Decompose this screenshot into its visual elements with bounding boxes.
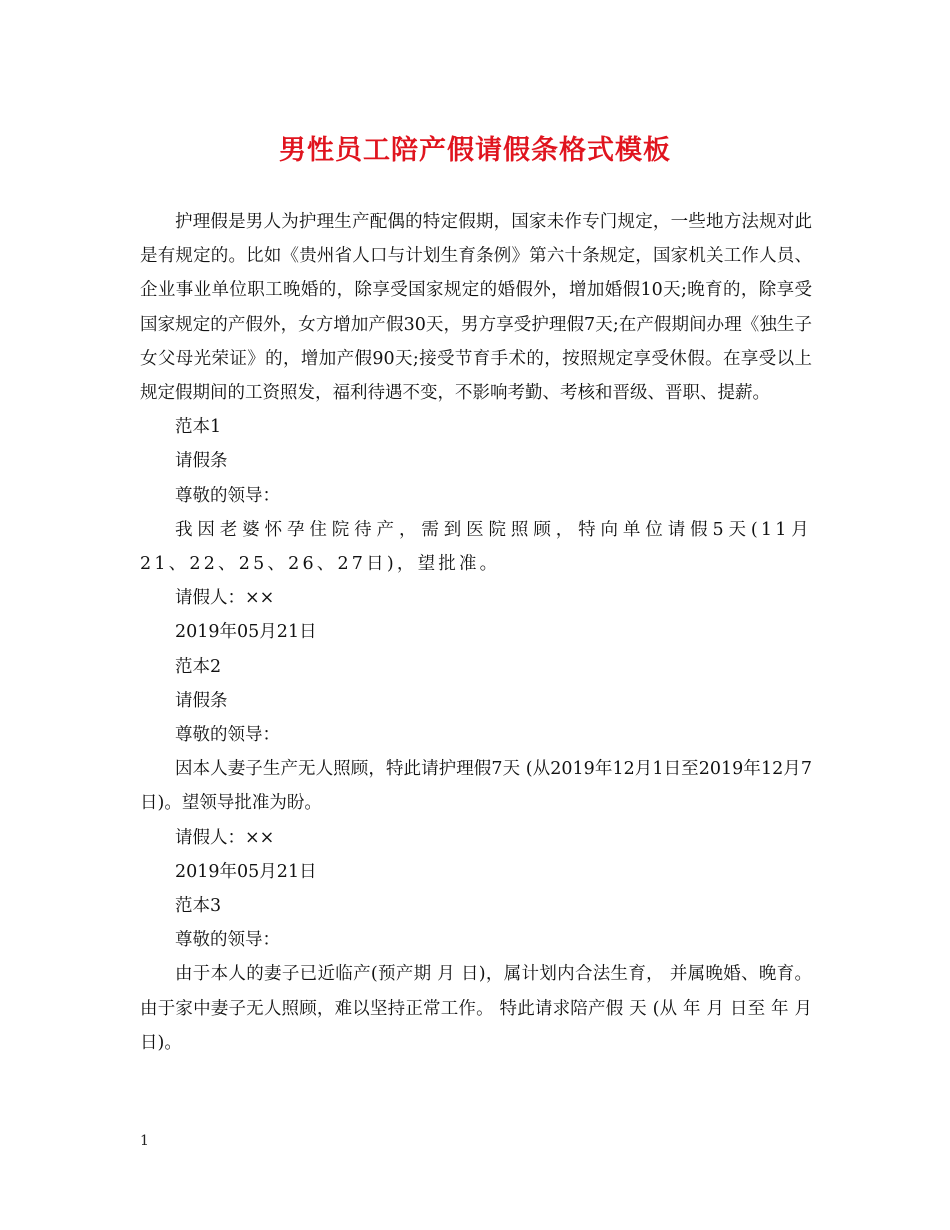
- sample1-heading: 请假条: [175, 451, 228, 472]
- sample1-body: 我因老婆怀孕住院待产，需到医院照顾，特向单位请假5天(11月21、22、25、26、27日)，望批准。: [140, 519, 812, 575]
- sample1-applicant: 请假人：××: [175, 588, 275, 609]
- sample3-body: 由于本人的妻子已近临产(预产期 月 日)，属计划内合法生育， 并属晚婚、晚育。由于家中妻子无人照顾，难以坚持正常工作。 特此请求陪产假 天 (从 年 月 日至 年 月日)。: [140, 964, 812, 1053]
- sample3-salutation: 尊敬的领导：: [175, 930, 280, 951]
- sample1-label: 范本1: [175, 417, 222, 438]
- sample2-salutation: 尊敬的领导：: [175, 725, 280, 746]
- document-title: 男性员工陪产假请假条格式模板: [279, 135, 671, 166]
- intro-paragraph: 护理假是男人为护理生产配偶的特定假期，国家未作专门规定，一些地方法规对此是有规定的。比如《贵州省人口与计划生育条例》第六十条规定，国家机关工作人员、企业事业单位职工晚婚的，除享受国家规定的婚假外，增加婚假10天;晚育的，除享受国家规定的产假外，女方增加产假30天，男方享受护理假7天;在产假期间办理《独生子女父母光荣证》的，增加产假90天;接受节育手术的，按照规定享受休假。在享受以上规定假期间的工资照发，福利待遇不变，不影响考勤、考核和晋级、晋职、提薪。: [140, 212, 812, 404]
- sample2-date: 2019年05月21日: [175, 861, 317, 882]
- sample3-label: 范本3: [175, 896, 222, 917]
- sample2-applicant: 请假人：××: [175, 827, 275, 848]
- sample1-salutation: 尊敬的领导：: [175, 485, 280, 506]
- sample2-body: 因本人妻子生产无人照顾，特此请护理假7天 (从2019年12月1日至2019年12月7日)。望领导批准为盼。: [140, 759, 812, 814]
- document-body: [140, 205, 812, 1060]
- sample1-date: 2019年05月21日: [175, 622, 317, 643]
- page-number: 1: [140, 1133, 149, 1149]
- sample2-label: 范本2: [175, 656, 222, 677]
- sample2-heading: 请假条: [175, 690, 228, 711]
